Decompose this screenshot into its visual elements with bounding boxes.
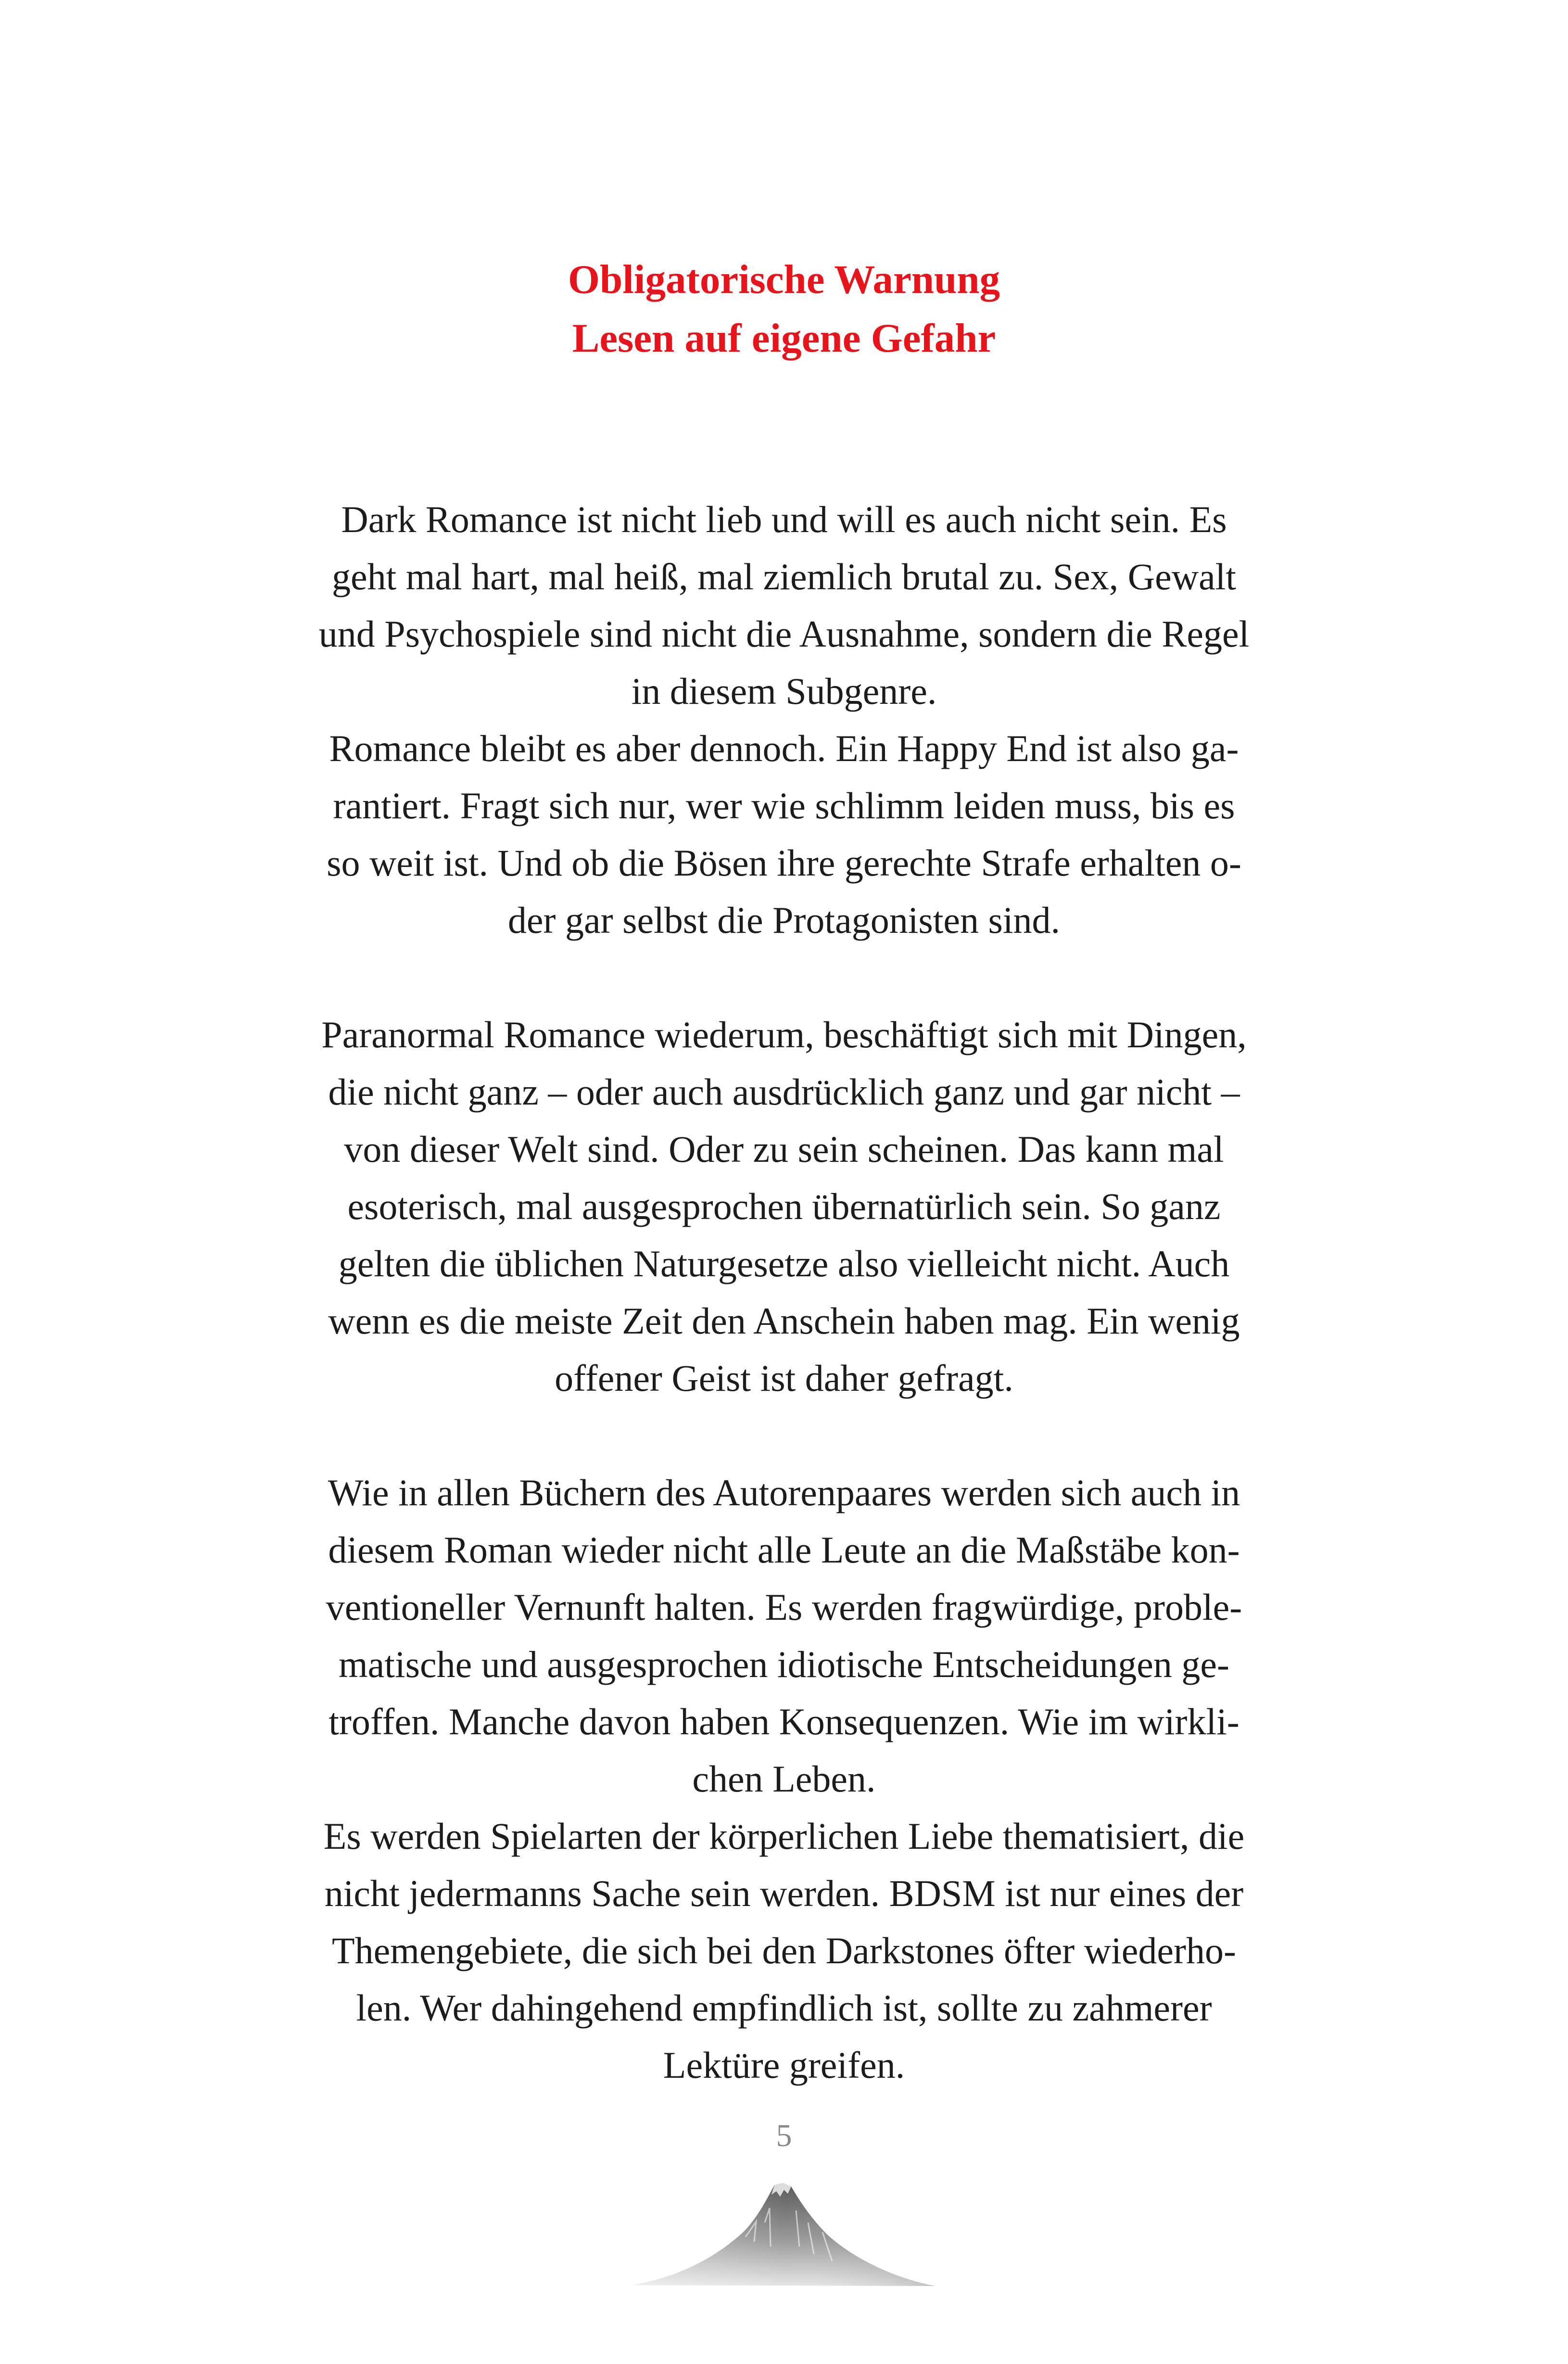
text-line: der gar selbst die Protagonisten sind.: [507, 899, 1061, 941]
text-line: Lektüre greifen.: [663, 2044, 905, 2086]
warning-body-text: [255, 491, 1313, 2094]
text-line: matische und ausgesprochen idiotische Entscheidungen ge-: [339, 1643, 1229, 1685]
paragraph-3: [255, 1006, 1313, 1407]
paragraph-spacer: [255, 1407, 1313, 1464]
text-line: von dieser Welt sind. Oder zu sein scheinen. Das kann mal: [344, 1128, 1224, 1170]
text-line: diesem Roman wieder nicht alle Leute an die Maßstäbe kon-: [328, 1529, 1240, 1571]
text-line: geht mal hart, mal heiß, mal ziemlich brutal zu. Sex, Gewalt: [331, 556, 1237, 597]
text-line: rantiert. Fragt sich nur, wer wie schlimm leiden muss, bis es: [333, 785, 1235, 826]
warning-heading: [0, 250, 1568, 368]
text-line: Romance bleibt es aber dennoch. Ein Happy End ist also ga-: [329, 727, 1239, 769]
paragraph-1: [255, 491, 1313, 720]
paragraph-5: [255, 1807, 1313, 2094]
page-number: 5: [776, 2118, 792, 2153]
text-line: so weit ist. Und ob die Bösen ihre gerechte Strafe erhalten o-: [327, 842, 1241, 884]
text-line: wenn es die meiste Zeit den Anschein haben mag. Ein wenig: [328, 1300, 1240, 1342]
heading-line-1: Obligatorische Warnung: [568, 257, 1000, 302]
text-line: Wie in allen Büchern des Autorenpaares werden sich auch in: [328, 1472, 1240, 1513]
mountain-icon: [630, 2165, 938, 2290]
paragraph-4: [255, 1464, 1313, 1807]
text-line: die nicht ganz – oder auch ausdrücklich ganz und gar nicht –: [328, 1071, 1240, 1113]
text-line: troffen. Manche davon haben Konsequenzen. Wie im wirkli-: [329, 1701, 1239, 1742]
text-line: esoterisch, mal ausgesprochen übernatürlich sein. So ganz: [347, 1185, 1221, 1227]
text-line: chen Leben.: [692, 1758, 876, 1800]
text-line: Dark Romance ist nicht lieb und will es auch nicht sein. Es: [341, 498, 1227, 540]
text-line: Themengebiete, die sich bei den Darkstones öfter wiederho-: [332, 1930, 1236, 1971]
text-line: ventioneller Vernunft halten. Es werden fragwürdige, proble-: [326, 1586, 1242, 1628]
text-line: und Psychospiele sind nicht die Ausnahme, sondern die Regel: [318, 613, 1250, 655]
text-line: offener Geist ist daher gefragt.: [555, 1357, 1013, 1399]
text-line: gelten die üblichen Naturgesetze also vielleicht nicht. Auch: [338, 1243, 1230, 1284]
paragraph-spacer: [255, 949, 1313, 1006]
text-line: len. Wer dahingehend empfindlich ist, sollte zu zahmerer: [356, 1987, 1212, 2029]
paragraph-2: [255, 720, 1313, 949]
text-line: nicht jedermanns Sache sein werden. BDSM ist nur eines der: [324, 1872, 1244, 1914]
text-line: Paranormal Romance wiederum, beschäftigt sich mit Dingen,: [321, 1014, 1247, 1055]
text-line: in diesem Subgenre.: [631, 670, 937, 712]
text-line: Es werden Spielarten der körperlichen Liebe thematisiert, die: [323, 1815, 1245, 1857]
heading-line-2: Lesen auf eigene Gefahr: [572, 316, 996, 361]
